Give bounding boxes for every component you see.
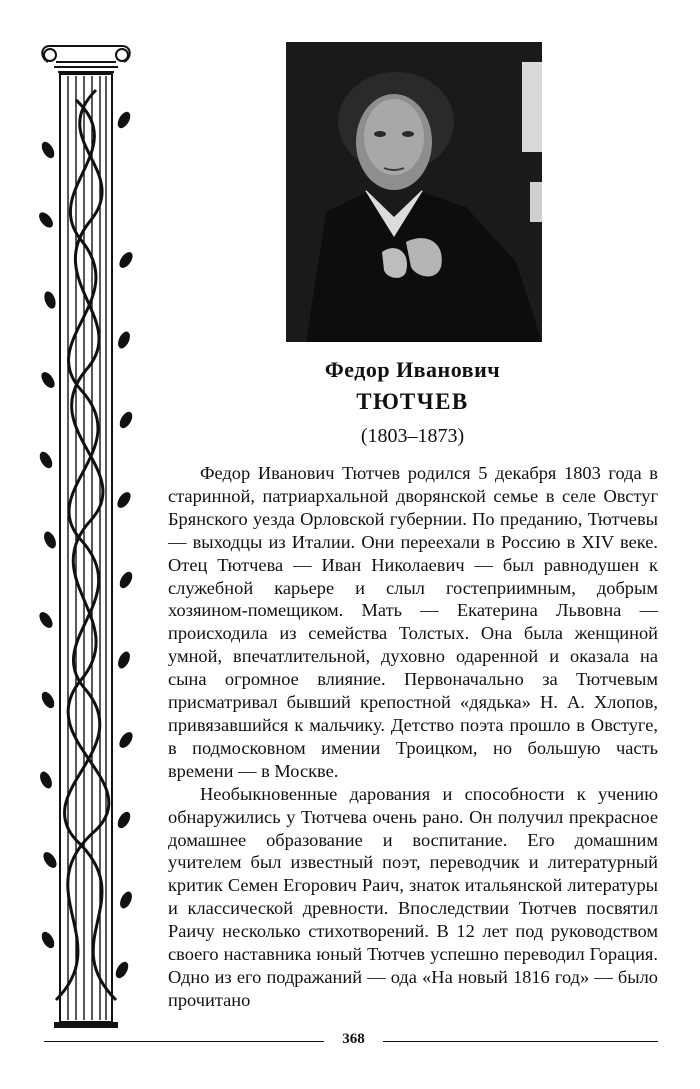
portrait-image (286, 42, 542, 342)
ionic-column-icon (36, 40, 136, 1030)
author-first-names: Федор Иванович (324, 357, 501, 382)
page-number: 368 (342, 1031, 365, 1047)
footer-rule-right (383, 1041, 658, 1042)
author-surname: ТЮТЧЕВ (356, 389, 469, 414)
author-life-years: (1803–1873) (360, 425, 465, 447)
footer-rule-left (44, 1041, 324, 1042)
biography-text (168, 462, 658, 1012)
paragraph: Федор Иванович Тютчев родился 5 декабря 1803 года в старинной, патриархальной дворянской семье в селе Овстуг Брянского уезда Орловской губернии. По преданию, Тютчевы — выходцы из Италии. Они переехали в Россию в XIV веке. Отец Тютчева — Иван Николаевич — был равнодушен к служебной карьере и слыл гостеприимным, добрым хозяином-помещиком. Мать — Екатерина Львовна — происходила из семейства Толстых. Она была женщиной умной, впечатлительной, духовно одаренной и оказала на сына огромное влияние. Первоначально за Тютчевым присматривал бывший крепостной «дядька» Н. А. Хлопов, привязавшийся к мальчику. Детство поэта прошло в Овстуге, в подмосковном имении Троицком, но большую часть времени — в Москве. (168, 463, 658, 781)
paragraph: Необыкновенные дарования и способности к учению обнаружились у Тютчева очень рано. Он получил прекрасное домашнее образование и воспитание. Его домашним учителем был известный поэт, переводчик и литературный критик Семен Егорович Раич, знаток итальянской литературы и классической древности. Впоследствии Тютчев посвятил Раичу несколько стихотворений. В 12 лет под руководством своего наставника юный Тютчев успешно переводил Горация. Одно из его подражаний — ода «На новый 1816 год» — было прочитано (168, 783, 658, 1010)
